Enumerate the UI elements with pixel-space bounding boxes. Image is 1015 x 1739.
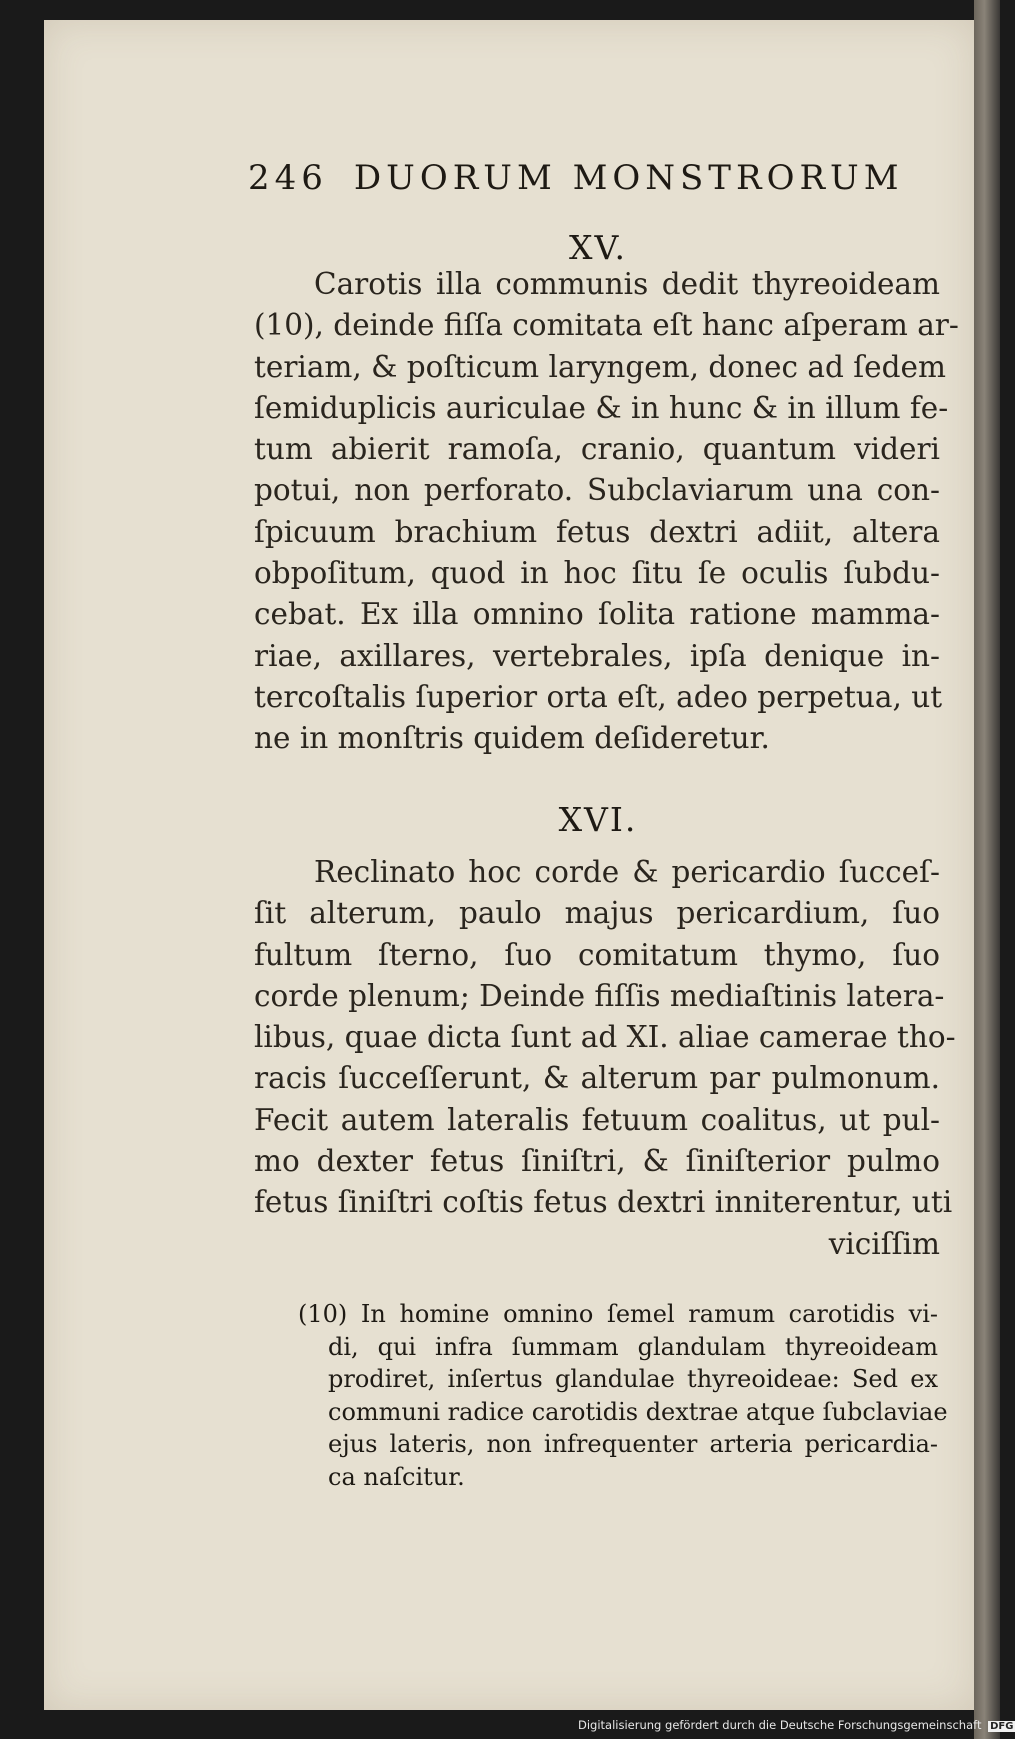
footnote-line: prodiret, inſertus glandulae thyreoideae: Sed ex xyxy=(328,1365,938,1394)
text-line: potui, non perforato. Subclaviarum una con- xyxy=(254,473,940,508)
footnote-line: (10) In homine omnino ſemel ramum carotidis vi- xyxy=(298,1300,938,1328)
text-line: Reclinato hoc corde & pericardio ſucceſ- xyxy=(314,855,940,889)
digitization-credit xyxy=(578,1718,1014,1736)
footnote-line: di, qui infra ſummam glandulam thyreoideam xyxy=(328,1332,938,1361)
text-line: obpoſitum, quod in hoc ſitu ſe oculis ſubdu- xyxy=(254,556,940,591)
footnote-line: communi radice carotidis dextrae atque ſubclaviae xyxy=(328,1397,948,1426)
text-line: cebat. Ex illa omnino ſolita ratione mamma- xyxy=(254,597,940,632)
text-line: ne in monſtris quidem deſideretur. xyxy=(254,721,770,756)
text-line: Fecit autem lateralis fetuum coalitus, ut pul- xyxy=(254,1102,940,1137)
text-line: ſemiduplicis auriculae & in hunc & in illum fe- xyxy=(254,390,949,425)
footnote-line: ca naſcitur. xyxy=(328,1462,465,1491)
text-line: tercoſtalis ſuperior orta eſt, adeo perpetua, ut xyxy=(254,679,943,714)
text-line: fetus ſiniſtri coſtis fetus dextri inniterentur, uti xyxy=(254,1185,953,1220)
footnote-line: ejus lateris, non infrequenter arteria pericardia- xyxy=(328,1430,938,1459)
text-line: mo dexter fetus ſiniſtri, & ſiniſterior pulmo xyxy=(254,1144,940,1179)
catchword: viciſſim xyxy=(828,1226,940,1261)
section-number-xv: XV. xyxy=(568,228,628,267)
running-title: DUORUM MONSTRORUM xyxy=(353,158,904,198)
text-line: racis ſucceſſerunt, & alterum par pulmonum. xyxy=(254,1061,940,1096)
page-edge xyxy=(974,0,1000,1739)
text-line: ſit alterum, paulo majus pericardium, ſuo xyxy=(254,896,940,931)
page-number: 246 xyxy=(248,158,328,198)
text-line: tum abierit ramoſa, cranio, quantum videri xyxy=(254,432,940,467)
running-header xyxy=(248,158,904,202)
dfg-logo: DFG xyxy=(990,1721,1014,1732)
text-line: (10), deinde fiſſa comitata eſt hanc aſperam ar- xyxy=(254,308,959,343)
text-line: corde plenum; Deinde fiſſis mediaſtinis latera- xyxy=(254,978,945,1013)
section-xv-text xyxy=(254,264,959,760)
text-line: teriam, & poſticum laryngem, donec ad ſedem xyxy=(254,349,946,384)
footnote xyxy=(298,1298,948,1494)
text-line: fultum ſterno, ſuo comitatum thymo, ſuo xyxy=(254,937,940,972)
text-line: Carotis illa communis dedit thyreoideam xyxy=(314,267,940,301)
text-line: ſpicuum brachium fetus dextri adiit, altera xyxy=(254,514,940,549)
section-xvi-text xyxy=(254,852,956,1265)
credit-text: Digitalisierung gefördert durch die Deutsche Forschungsgemeinschaft xyxy=(578,1718,982,1732)
text-line: libus, quae dicta ſunt ad XI. aliae camerae tho- xyxy=(254,1020,956,1055)
text-line: riae, axillares, vertebrales, ipſa denique in- xyxy=(254,638,940,673)
section-number-xvi: XVI. xyxy=(558,800,638,839)
